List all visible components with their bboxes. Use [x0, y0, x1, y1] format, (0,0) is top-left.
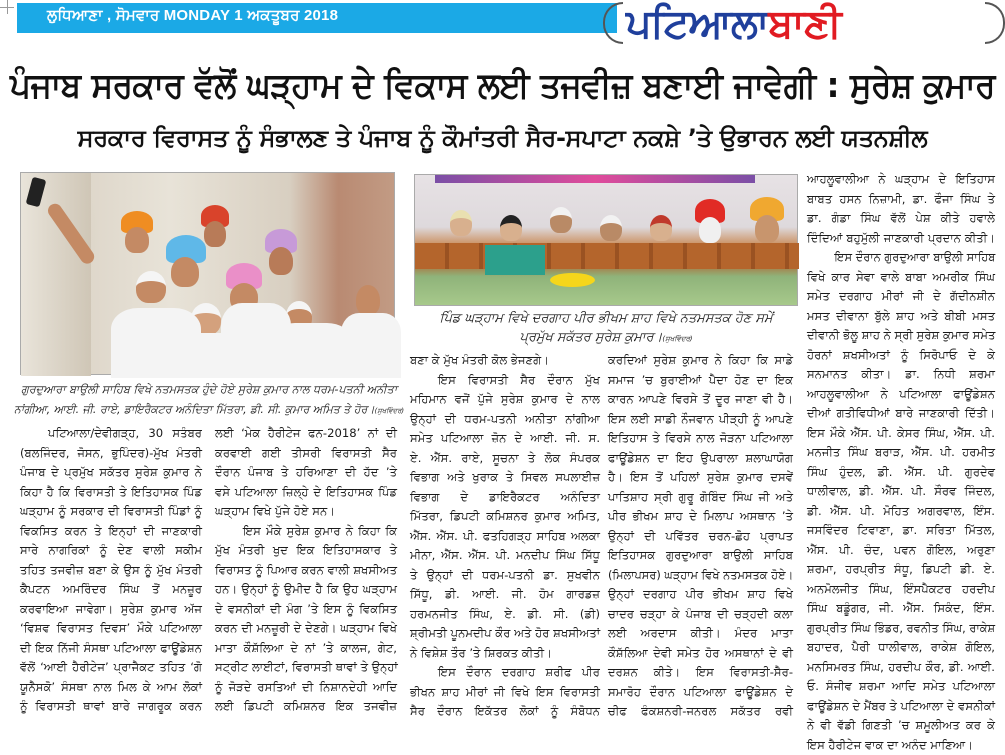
text-line: ਸਮੇਤ ਪਟਿਆਲਾ ਜ਼ੋਨ ਦੇ ਆਈ. ਜੀ. ਸ.: [410, 429, 600, 449]
text-line: ਸ਼ਰਮਾ, ਹਰਪ੍ਰੀਤ ਸੰਧੂ, ਡਿਪਟੀ ਡੀ. ਏ.: [807, 560, 995, 580]
text-line: ਇਸ ਵਿਰਾਸਤੀ ਸੈਰ ਦੌਰਾਨ ਮੁੱਖ: [410, 371, 600, 391]
text-line: ਇਸ ਲਈ ਸਾਡੀ ਨੌਜਵਾਨ ਪੀੜ੍ਹੀ ਨੂੰ ਆਪਣੇ: [608, 410, 793, 430]
caption-line: [14, 400, 404, 421]
text-line: ਦੀਆਂ ਗਤੀਵਿਧੀਆਂ ਬਾਰੇ ਜਾਣਕਾਰੀ ਦਿੱਤੀ।: [807, 404, 995, 424]
person-face: [269, 247, 293, 275]
text-line: ਪੰਜਾਬ ਦੇ ਪ੍ਰਮੁੱਖ ਸਕੱਤਰ ਸੁਰੇਸ਼ ਕੁਮਾਰ ਨੇ: [20, 463, 202, 483]
text-line: ਤੇ ਉਨ੍ਹਾਂ ਦੀ ਧਰਮ-ਪਤਨੀ ਡਾ. ਸੁਖਵੀਨ: [410, 566, 600, 586]
text-line: ਮਸਤ ਦੀਵਾਨਾ ਬੁੱਲੇ ਸ਼ਾਹ ਅਤੇ ਬੀਬੀ ਮਸਤ: [807, 307, 995, 327]
shirt: [341, 313, 401, 378]
person-face: [356, 285, 380, 315]
subheadline: ਸਰਕਾਰ ਵਿਰਾਸਤ ਨੂੰ ਸੰਭਾਲਣ ਤੇ ਪੰਜਾਬ ਨੂੰ ਕੌਮਾਂਤਰੀ ਸੈਰ-ਸਪਾਟਾ ਨਕਸ਼ੇ ’ਤੇ ਉਭਾਰਨ ਲਈ ਯਤਨਸ਼ੀਲ: [10, 117, 995, 159]
person-face: [500, 215, 522, 241]
text-line: ਬਣਾ ਕੇ ਮੁੱਖ ਮੰਤਰੀ ਕੋਲ ਭੇਜਣਗੇ।: [410, 351, 600, 371]
text-line: ਡੀ. ਐੱਸ. ਪੀ. ਮੋਹਿਤ ਅਗਰਵਾਲ, ਇੰਸ.: [807, 502, 995, 522]
text-line: ਕਾਰਨ ਆਪਣੇ ਵਿਰਸੇ ਤੋਂ ਦੂਰ ਜਾਣਾ ਵੀ ਹੈ।: [608, 390, 793, 410]
text-line: ਮਨਸਿਮਰਤ ਸਿੰਘ, ਹਰਦੀਪ ਕੌਰ, ਡੀ. ਆਈ.: [807, 658, 995, 678]
text-line: ਪਟਿਆਲਾ/ਦੇਵੀਗੜ੍ਹ, 30 ਸਤੰਬਰ: [20, 424, 202, 444]
text-line: ਮੁੱਖ ਮੰਤਰੀ ਖੁਦ ਇਕ ਇਤਿਹਾਸਕਾਰ ਤੇ: [215, 541, 397, 561]
text-line: ਅਨਮੋਲਜੀਤ ਸਿੰਘ, ਇੰਸਪੈਕਟਰ ਹਰਦੀਪ: [807, 580, 995, 600]
text-line: ਸਮਾਜ ’ਚ ਬੁਰਾਈਆਂ ਪੈਦਾ ਹੋਣ ਦਾ ਇਕ: [608, 371, 793, 391]
text-line: ਕੌਸ਼ੱਲਿਆ ਦੇਵੀ ਸਮੇਤ ਹੋਰ ਅਸਥਾਨਾਂ ਦੇ ਵੀ: [608, 644, 793, 664]
text-line: ਪੀਰ ਭੀਖਮ ਸ਼ਾਹ ਦੇ ਮਿਲਾਪ ਅਸਥਾਨ ’ਤੇ: [608, 507, 793, 527]
text-line: ਸਿੰਘ ਬਡੂੰਗਰ, ਜੀ. ਐੱਸ. ਸਿਕੰਦ, ਇੰਸ.: [807, 599, 995, 619]
text-line: ਕਰਦਿਆਂ ਸੁਰੇਸ਼ ਕੁਮਾਰ ਨੇ ਕਿਹਾ ਕਿ ਸਾਡੇ: [608, 351, 793, 371]
person-face: [550, 207, 572, 233]
photo-2-caption: [410, 309, 802, 349]
wooden-railing: [415, 243, 799, 269]
text-line: ਹਨ। ਉਨ੍ਹਾਂ ਨੂੰ ਉਮੀਦ ਹੈ ਕਿ ਉਹ ਘੜ੍ਹਾਮ: [215, 580, 397, 600]
caption-line: ਗੁਰਦੁਆਰਾ ਬਾਉਲੀ ਸਾਹਿਬ ਵਿਖੇ ਨਤਮਸਤਕ ਹੁੰਦੇ ਹੋਏ ਸੁਰੇਸ਼ ਕੁਮਾਰ ਨਾਲ ਧਰਮ-ਪਤਨੀ ਅਨੀਤਾ: [14, 380, 404, 400]
text-line: ਇਸ ਮੌਕੇ ਸੁਰੇਸ਼ ਕੁਮਾਰ ਨੇ ਕਿਹਾ ਕਿ: [215, 522, 397, 542]
article-column-2: [215, 424, 397, 717]
text-line: ਵਿਭਾਗ ਦੇ ਡਾਇਰੈਕਟਰ ਅਨੰਦਿਤਾ: [410, 488, 600, 508]
text-line: ਮਨਜੀਤ ਸਿੰਘ ਬਰਾੜ, ਐੱਸ. ਪੀ. ਹਰਮੀਤ: [807, 443, 995, 463]
canopy: [435, 175, 755, 183]
text-line: ਓ. ਸੰਜੀਵ ਸ਼ਰਮਾ ਆਦਿ ਸਮੇਤ ਪਟਿਆਲਾ: [807, 677, 995, 697]
text-line: ਦੌਰਾਨ ਪੰਜਾਬ ਤੇ ਹਰਿਆਣਾ ਦੀ ਹੱਦ ’ਤੇ: [215, 463, 397, 483]
text-line: ਸਿੱਧੂ, ਡੀ. ਆਈ. ਜੀ. ਹੋਮ ਗਾਰਡਜ਼: [410, 585, 600, 605]
text-line: ਵਿਖੇ ਕਾਰ ਸੇਵਾ ਵਾਲੇ ਬਾਬਾ ਅਮਰੀਕ ਸਿੰਘ: [807, 268, 995, 288]
text-line: ਦੀ ਇਕ ਨਿੱਜੀ ਸੰਸਥਾ ਪਟਿਆਲਾ ਫਾਊਂਡੇਸ਼ਨ: [20, 639, 202, 659]
text-line: ਕੈਪਟਨ ਅਮਰਿੰਦਰ ਸਿੰਘ ਤੋਂ ਮਨਜ਼ੂਰ: [20, 580, 202, 600]
person-face: [699, 217, 721, 243]
yellow-cloth: [550, 273, 595, 287]
text-line: ਬਹਾਦਰ, ਪੈਰੀ ਧਾਲੀਵਾਲ, ਰਾਕੇਸ਼ ਗੋਇਲ,: [807, 638, 995, 658]
text-line: ਮਹਿਮਾਨ ਵਜੋਂ ਪੁੱਜੇ ਸੁਰੇਸ਼ ਕੁਮਾਰ ਦੇ ਨਾਲ: [410, 390, 600, 410]
text-line: ਲਈ ਅਰਦਾਸ ਕੀਤੀ। ਮੰਦਰ ਮਾਤਾ: [608, 624, 793, 644]
masthead-logo: [626, 2, 841, 46]
text-line: (ਬਲਜਿੰਦਰ, ਜੋਸਨ, ਭੁਪਿੰਦਰ)-ਮੁੱਖ ਮੰਤਰੀ: [20, 444, 202, 464]
text-line: ਸੈਰ ਦੌਰਾਨ ਇਕੱਤਰ ਲੋਕਾਂ ਨੂੰ ਸੰਬੋਧਨ: [410, 702, 600, 722]
text-line: ਫਾਊਂਡੇਸ਼ਨ ਦਾ ਇਹ ਉਪਰਾਲਾ ਸ਼ਲਾਘਾਯੋਗ: [608, 449, 793, 469]
text-line: ਇਤਿਹਾਸ ਤੇ ਵਿਰਸੇ ਨਾਲ ਜੋੜਨਾ ਪਟਿਆਲਾ: [608, 429, 793, 449]
article-column-5: [807, 170, 995, 755]
masthead-part-1: ਪਟਿਆਲਾ: [626, 1, 768, 47]
text-line: ਵਿਕਸਿਤ ਕਰਨ ਤੇ ਇਨ੍ਹਾਂ ਦੀ ਜਾਣਕਾਰੀ: [20, 522, 202, 542]
text-line: ਨੂੰ ਜੋੜਦੇ ਰਸਤਿਆਂ ਦੀ ਨਿਸ਼ਾਨਦੇਹੀ ਆਦਿ: [215, 678, 397, 698]
text-line: ਸ਼੍ਰੀਮਤੀ ਪੂਨਮਦੀਪ ਕੌਰ ਅਤੇ ਹੋਰ ਸ਼ਖਸੀਅਤਾਂ: [410, 624, 600, 644]
text-line: ਕਿਹਾ ਹੈ ਕਿ ਵਿਰਾਸਤੀ ਤੇ ਇਤਿਹਾਸਕ ਪਿੰਡ: [20, 483, 202, 503]
caption-line-text: ਨਾਂਗੀਆ, ਆਈ. ਜੀ. ਰਾਏ, ਡਾਇਰੈਕਟਰ ਅਨੰਦਿਤਾ ਮਿੱਤਰਾ, ਡੀ. ਸੀ. ਕੁਮਾਰ ਅਮਿਤ ਤੇ ਹੋਰ।: [14, 403, 375, 416]
person-face: [136, 271, 166, 303]
person-face: [755, 215, 779, 243]
shirt: [271, 323, 351, 378]
text-line: ਆਹਲੂਵਾਲੀਆ ਨੇ ਘੜ੍ਹਾਮ ਦੇ ਇਤਿਹਾਸ: [807, 170, 995, 190]
text-line: ਇਸ ਦੌਰਾਨ ਦਰਗਾਹ ਸ਼ਰੀਫ ਪੀਰ: [410, 663, 600, 683]
person-face: [450, 210, 472, 236]
dateline: ਲੁਧਿਆਣਾ , ਸੋਮਵਾਰ MONDAY 1 ਅਕਤੂਬਰ 2018: [47, 7, 338, 24]
text-line: ਕਰਵਾਈ ਗਈ ਤੀਸਰੀ ਵਿਰਾਸਤੀ ਸੈਰ: [215, 444, 397, 464]
text-line: ਐੱਸ. ਪੀ. ਚੰਦ, ਪਵਨ ਗੋਇਲ, ਅਰੁਣਾ: [807, 541, 995, 561]
crop-mark-icon: [0, 0, 14, 14]
text-line: ਏ. ਐੱਸ. ਰਾਏ, ਸੂਚਨਾ ਤੇ ਲੋਕ ਸੰਪਰਕ: [410, 449, 600, 469]
text-line: ਸਮੇਤ ਦਰਗਾਹ ਮੀਰਾਂ ਜੀ ਦੇ ਗੱਦੀਨਸ਼ੀਨ: [807, 287, 995, 307]
text-line: ਹੈ। ਇਸ ਤੋਂ ਪਹਿਲਾਂ ਸੁਰੇਸ਼ ਕੁਮਾਰ ਦਸਵੇਂ: [608, 468, 793, 488]
text-line: ਧਾਲੀਵਾਲ, ਡੀ. ਐੱਸ. ਪੀ. ਸੌਰਵ ਜਿੰਦਲ,: [807, 482, 995, 502]
text-line: ਘੜ੍ਹਾਮ ਵਿਖੇ ਪੁੱਜੇ ਹੋਏ ਸਨ।: [215, 502, 397, 522]
text-line: ਸਿੰਘ ਹੁੰਦਲ, ਡੀ. ਐੱਸ. ਪੀ. ਗੁਰਦੇਵ: [807, 463, 995, 483]
text-line: ਆਹਲੂਵਾਲੀਆ ਨੇ ਪਟਿਆਲਾ ਫਾਊਂਡੇਸ਼ਨ: [807, 385, 995, 405]
photo-credit: (ਸੁਖਵਿੰਦਰ): [375, 407, 404, 415]
article-column-3: [410, 351, 600, 722]
caption-line-text: ਪ੍ਰਮੁੱਖ ਸਕੱਤਰ ਸੁਰੇਸ਼ ਕੁਮਾਰ।: [519, 330, 662, 345]
text-line: ਲਈ ‘ਮੇਕ ਹੈਰੀਟੇਜ ਫਨ-2018’ ਨਾਂ ਦੀ: [215, 424, 397, 444]
text-line: ਸਨਮਾਨਤ ਕੀਤਾ। ਡਾ. ਨਿਧੀ ਸ਼ਰਮਾ: [807, 365, 995, 385]
dateline-bar: [17, 3, 617, 33]
text-line: ਇਸ ਮੌਕੇ ਐੱਸ. ਪੀ. ਕੇਸਰ ਸਿੰਘ, ਐੱਸ. ਪੀ.: [807, 424, 995, 444]
text-line: ਸਮਾਰੋਹ ਦੌਰਾਨ ਪਟਿਆਲਾ ਫਾਊਂਡੇਸ਼ਨ ਦੇ: [608, 683, 793, 703]
text-line: ਐੱਸ. ਐੱਸ. ਪੀ. ਫਤਹਿਗੜ੍ਹ ਸਾਹਿਬ ਅਲਕਾ: [410, 527, 600, 547]
photo-dargah: [414, 174, 798, 306]
photo-credit: (ਸੁਖਵਿੰਦਰ): [662, 335, 692, 343]
text-line: ਉਨ੍ਹਾਂ ਦੀ ਪਵਿੱਤਰ ਚਰਨ-ਛੋਹ ਪ੍ਰਾਪਤ: [608, 527, 793, 547]
text-line: ਹੋਰਨਾਂ ਸ਼ਖਸੀਅਤਾਂ ਨੂੰ ਸਿਰੋਪਾਓ ਦੇ ਕੇ: [807, 346, 995, 366]
text-line: ਉਨ੍ਹਾਂ ਦੀ ਧਰਮ-ਪਤਨੀ ਅਨੀਤਾ ਨਾਂਗੀਆ: [410, 410, 600, 430]
text-line: ਘੜ੍ਹਾਮ ਨੂੰ ਸਰਕਾਰ ਦੀ ਵਿਰਾਸਤੀ ਪਿੰਡਾਂ ਨੂੰ: [20, 502, 202, 522]
person-face: [650, 215, 672, 241]
text-line: ਹਰਮਨਜੀਤ ਸਿੰਘ, ਏ. ਡੀ. ਸੀ. (ਡੀ): [410, 605, 600, 625]
person-face: [204, 221, 226, 247]
text-line: ਉਨ੍ਹਾਂ ਦਰਗਾਹ ਪੀਰ ਭੀਖਮ ਸ਼ਾਹ ਵਿਖੇ: [608, 585, 793, 605]
text-line: ਇਸ ਹੈਰੀਟੇਜ ਵਾਕ ਦਾ ਅਨੰਦ ਮਾਣਿਆ।: [807, 736, 995, 755]
text-line: ਸਟ੍ਰੀਟ ਲਾਈਟਾਂ, ਵਿਰਾਸਤੀ ਥਾਵਾਂ ਤੇ ਉਨ੍ਹਾਂ: [215, 658, 397, 678]
article-column-1: [20, 424, 202, 717]
text-line: ਵੱਲੋਂ ‘ਆਈ ਹੈਰੀਟੇਜ’ ਪ੍ਰਾਜੈਕਟ ਤਹਿਤ ‘ਗੋ: [20, 658, 202, 678]
masthead-part-2: ਬਾਣੀ: [768, 1, 840, 47]
text-line: ਫਾਊਂਡੇਸ਼ਨ ਦੇ ਮੈਂਬਰ ਤੇ ਪਟਿਆਲਾ ਦੇ ਵਸਨੀਕਾਂ: [807, 697, 995, 717]
text-line: ਵਿਰਾਸਤ ਨੂੰ ਪਿਆਰ ਕਰਨ ਵਾਲੀ ਸ਼ਖਸੀਅਤ: [215, 561, 397, 581]
masthead-frame-right: [985, 2, 1005, 44]
text-line: ਦਿੰਦਿਆਂ ਬਹੁਮੁੱਲੀ ਜਾਣਕਾਰੀ ਪ੍ਰਦਾਨ ਕੀਤੀ।: [807, 229, 995, 249]
text-line: ਚਾਦਰ ਚੜ੍ਹਾ ਕੇ ਪੰਜਾਬ ਦੀ ਚੜ੍ਹਦੀ ਕਲਾ: [608, 605, 793, 625]
text-line: ਦੀਵਾਨੀ ਭੋਲੂ ਸ਼ਾਹ ਨੇ ਸ੍ਰੀ ਸੁਰੇਸ਼ ਕੁਮਾਰ ਸਮੇਤ: [807, 326, 995, 346]
article-column-4: [608, 351, 793, 722]
text-line: ਡਾ. ਗੰਡਾ ਸਿੰਘ ਵੱਲੋਂ ਪੇਸ਼ ਕੀਤੇ ਹਵਾਲੇ: [807, 209, 995, 229]
text-line: ਗੁਰਪ੍ਰੀਤ ਸਿੰਘ ਭਿੰਡਰ, ਰਵਨੀਤ ਸਿੰਘ, ਰਾਕੇਸ਼: [807, 619, 995, 639]
text-line: ਲਈ ਡਿਪਟੀ ਕਮਿਸ਼ਨਰ ਇਕ ਤਜਵੀਜ਼: [215, 697, 397, 717]
text-line: ਸਾਰੇ ਨਾਗਰਿਕਾਂ ਨੂੰ ਦੇਣ ਵਾਲੀ ਸਕੀਮ: [20, 541, 202, 561]
text-line: ਦਰਸ਼ਨ ਕੀਤੇ। ਇਸ ਵਿਰਾਸਤੀ-ਸੈਰ-: [608, 663, 793, 683]
text-line: ਵਿਭਾਗ ਅਤੇ ਖੁਰਾਕ ਤੇ ਸਿਵਲ ਸਪਲਾਈਜ਼: [410, 468, 600, 488]
text-line: ਇਸ ਦੌਰਾਨ ਗੁਰਦੁਆਰਾ ਬਾਉਲੀ ਸਾਹਿਬ: [807, 248, 995, 268]
text-line: ‘ਵਿਸ਼ਵ ਵਿਰਾਸਤ ਦਿਵਸ’ ਮੌਕੇ ਪਟਿਆਲਾ: [20, 619, 202, 639]
text-line: ਭੀਖਨ ਸ਼ਾਹ ਮੀਰਾਂ ਜੀ ਵਿਖੇ ਇਸ ਵਿਰਾਸਤੀ: [410, 683, 600, 703]
person-face: [171, 257, 199, 287]
person-face: [600, 215, 622, 241]
text-line: ਜਸਵਿੰਦਰ ਟਿਵਾਣਾ, ਡਾ. ਸਰਿਤਾ ਮਿੱਤਲ,: [807, 521, 995, 541]
green-box: [485, 245, 545, 275]
caption-line: [410, 328, 802, 349]
text-line: ਤਹਿਤ ਤਜਵੀਜ਼ ਬਣਾ ਕੇ ਉਸ ਨੂੰ ਮੁੱਖ ਮੰਤਰੀ: [20, 561, 202, 581]
headline: ਪੰਜਾਬ ਸਰਕਾਰ ਵੱਲੋਂ ਘੜ੍ਹਾਮ ਦੇ ਵਿਕਾਸ ਲਈ ਤਜਵੀਜ਼ ਬਣਾਈ ਜਾਵੇਗੀ : ਸੁਰੇਸ਼ ਕੁਮਾਰ: [10, 60, 995, 112]
photo-1-caption: [14, 380, 404, 421]
text-line: ਨੂੰ ਵਿਰਾਸਤੀ ਥਾਵਾਂ ਬਾਰੇ ਜਾਗਰੂਕ ਕਰਨ: [20, 697, 202, 717]
text-line: ਵਸੇ ਪਟਿਆਲਾ ਜ਼ਿਲ੍ਹੇ ਦੇ ਇਤਿਹਾਸਕ ਪਿੰਡ: [215, 483, 397, 503]
caption-line: ਪਿੰਡ ਘੜ੍ਹਾਮ ਵਿਖੇ ਦਰਗਾਹ ਪੀਰ ਭੀਖਮ ਸ਼ਾਹ ਵਿਖੇ ਨਤਮਸਤਕ ਹੋਣ ਸਮੇਂ: [410, 309, 802, 328]
text-line: ਕਰਵਾਇਆ ਜਾਵੇਗਾ। ਸੁਰੇਸ਼ ਕੁਮਾਰ ਅੱਜ: [20, 600, 202, 620]
text-line: ਕਰਨ ਦੀ ਮਨਜ਼ੂਰੀ ਦੇ ਦੇਣਗੇ। ਘੜ੍ਹਾਮ ਵਿਖੇ: [215, 619, 397, 639]
text-line: ਪਾਤਿਸ਼ਾਹ ਸ੍ਰੀ ਗੁਰੂ ਗੋਬਿੰਦ ਸਿੰਘ ਜੀ ਅਤੇ: [608, 488, 793, 508]
text-line: ਨੇ ਵਿਸ਼ੇਸ਼ ਤੌਰ ’ਤੇ ਸ਼ਿਰਕਤ ਕੀਤੀ।: [410, 644, 600, 664]
text-line: ਨੇ ਵੀ ਵੱਡੀ ਗਿਣਤੀ ’ਚ ਸ਼ਮੂਲੀਅਤ ਕਰ ਕੇ: [807, 716, 995, 736]
text-line: ਇਤਿਹਾਸਕ ਗੁਰਦੁਆਰਾ ਬਾਉਲੀ ਸਾਹਿਬ: [608, 546, 793, 566]
text-line: ਦੇ ਵਸਨੀਕਾਂ ਦੀ ਮੰਗ ’ਤੇ ਇਸ ਨੂੰ ਵਿਕਸਿਤ: [215, 600, 397, 620]
text-line: ਮੀਨਾ, ਐੱਸ. ਐੱਸ. ਪੀ. ਮਨਦੀਪ ਸਿੰਘ ਸਿੱਧੂ: [410, 546, 600, 566]
text-line: ਮਿੱਤਰਾ, ਡਿਪਟੀ ਕਮਿਸ਼ਨਰ ਕੁਮਾਰ ਅਮਿਤ,: [410, 507, 600, 527]
text-line: ਯੂਨੈਸਕੋ’ ਸੰਸਥਾ ਨਾਲ ਮਿਲ ਕੇ ਆਮ ਲੋਕਾਂ: [20, 678, 202, 698]
text-line: ਮਾਤਾ ਕੌਸ਼ੱਲਿਆ ਦੇ ਨਾਂ ’ਤੇ ਕਾਲਜ, ਗੇਟ,: [215, 639, 397, 659]
person-face: [125, 227, 149, 253]
photo-gurdwara-group: [20, 172, 395, 375]
text-line: (ਮਿਲਾਪਸਰ) ਘੜ੍ਹਾਮ ਵਿਖੇ ਨਤਮਸਤਕ ਹੋਏ।: [608, 566, 793, 586]
text-line: ਬਾਬਤ ਹਸਨ ਨਿਜ਼ਾਮੀ, ਡਾ. ਫੌਜਾ ਸਿੰਘ ਤੇ: [807, 190, 995, 210]
text-line: ਚੀਫ ਫੰਕਸ਼ਨਰੀ-ਜਨਰਲ ਸਕੱਤਰ ਰਵੀ: [608, 702, 793, 722]
